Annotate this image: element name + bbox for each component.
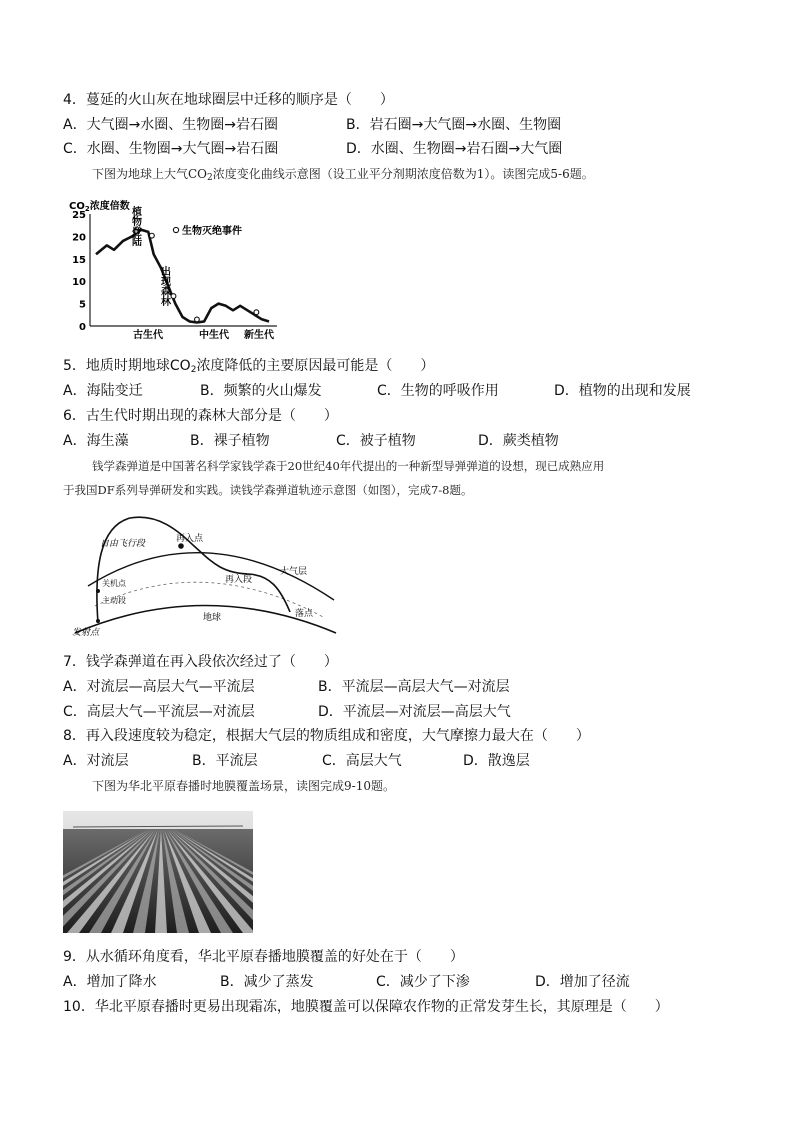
co2-y-tick-label: 0: [79, 322, 86, 333]
co2-chart: [63, 192, 288, 342]
q8-stem: 8．再入段速度较为稳定，根据大气层的物质组成和密度，大气摩擦力最大在（ ）: [63, 728, 590, 744]
q4-stem: 4．蔓延的火山灰在地球圈层中迁移的顺序是（ ）: [63, 92, 394, 108]
intro-5-6-post: 浓度变化曲线示意图（设工业平分剂期浓度倍数为1）。读图完成5-6题。: [212, 167, 594, 181]
q8-option-c: C．高层大气: [322, 753, 402, 769]
extinction-event-marker: [149, 233, 154, 238]
q4-option-a: A．大气圈→水圈、生物圈→岩石圈: [63, 117, 279, 133]
legend-extinction: 生物灭绝事件: [182, 226, 242, 237]
shutdown-point-marker: [96, 589, 100, 593]
legend-marker: [173, 227, 178, 232]
co2-y-tick-label: 15: [72, 254, 86, 266]
label-earth: 地球: [203, 613, 222, 623]
q6-option-d: D．蕨类植物: [478, 433, 559, 449]
q4-option-c: C．水圈、生物圈→大气圈→岩石圈: [63, 141, 279, 157]
co2-y-title: $CO_2$浓度倍数: [69, 201, 130, 213]
label-atmosphere: 大气层: [280, 567, 308, 577]
era-paleozoic: 古生代: [133, 330, 163, 341]
intro-5-6-pre: 下图为地球上大气CO: [92, 167, 208, 181]
q5-option-c: C．生物的呼吸作用: [377, 383, 499, 399]
co2-y-tick-label: 20: [72, 232, 86, 244]
q7-option-d: D．平流层—对流层—高层大气: [318, 704, 511, 720]
label-shutdown: 关机点: [102, 579, 126, 588]
trajectory-svg: [70, 508, 340, 638]
q9-stem: 9．从水循环角度看，华北平原春播地膜覆盖的好处在于（ ）: [63, 949, 464, 965]
q9-option-c: C．减少了下渗: [376, 974, 470, 990]
q6-stem: 6．古生代时期出现的森林大部分是（ ）: [63, 408, 338, 424]
q9-option-b: B．减少了蒸发: [220, 974, 314, 990]
q6-option-a: A．海生藻: [63, 433, 129, 449]
q4-option-d: D．水圈、生物圈→岩石圈→大气圈: [346, 141, 563, 157]
label-impact: 落点: [295, 609, 314, 619]
label-reentry-point: 再入点: [176, 534, 204, 544]
q5-stem: 5．地质时期地球$CO_2$浓度降低的主要原因最可能是（ ）: [63, 358, 435, 375]
co2-y-tick-label: 25: [72, 210, 86, 221]
co2-series-line: [96, 230, 269, 323]
q6-option-b: B．裸子植物: [190, 433, 270, 449]
q9-option-d: D．增加了径流: [535, 974, 630, 990]
q7-option-b: B．平流层—高层大气—对流层: [318, 679, 510, 695]
label-powered: 主动段: [102, 596, 126, 605]
extinction-event-marker: [171, 294, 176, 299]
extinction-event-marker: [254, 310, 259, 315]
label-reentry-segment: 再入段: [225, 575, 253, 585]
co2-y-tick-label: 10: [72, 277, 86, 289]
field-photo-svg: [63, 811, 253, 933]
q6-option-c: C．被子植物: [336, 433, 416, 449]
co2-y-tick-label: 5: [79, 299, 86, 311]
q5-option-b: B．频繁的火山爆发: [200, 383, 322, 399]
q5-option-a: A．海陆变迁: [63, 383, 143, 399]
trajectory-diagram: [70, 508, 340, 638]
intro-7-8-line1: 钱学森弹道是中国著名科学家钱学森于20世纪40年代提出的一种新型导弹弹道的设想，现已成熟应用: [92, 459, 605, 473]
label-free-flight: 自由飞行段: [100, 539, 146, 549]
q5-option-d: D．植物的出现和发展: [554, 383, 691, 399]
intro-9-10: 下图为华北平原春播时地膜覆盖场景，读图完成9-10题。: [92, 779, 395, 793]
co2-chart-svg: [63, 192, 288, 342]
intro-5-6: [92, 165, 594, 187]
label-plants-land: 植物登陆: [129, 206, 141, 246]
extinction-event-marker: [195, 317, 200, 322]
q7-option-a: A．对流层—高层大气—平流层: [63, 679, 255, 695]
q8-option-b: B．平流层: [192, 753, 258, 769]
era-mesozoic: 中生代: [199, 330, 229, 341]
intro-7-8-line2: 于我国DF系列导弹研发和实践。读钱学森弹道轨迹示意图（如图），完成7-8题。: [63, 483, 473, 497]
label-launch: 发射点: [72, 628, 100, 638]
q7-option-c: C．高层大气—平流层—对流层: [63, 704, 255, 720]
co2-y-ticks: [72, 210, 86, 333]
intro-5-6-sub: 2: [207, 173, 213, 183]
q8-option-d: D．散逸层: [463, 753, 530, 769]
q10-stem: 10．华北平原春播时更易出现霜冻，地膜覆盖可以保障农作物的正常发芽生长，其原理是（ ）: [63, 999, 669, 1015]
era-cenozoic: 新生代: [244, 330, 274, 341]
launch-point-marker: [96, 619, 100, 623]
q8-option-a: A．对流层: [63, 753, 129, 769]
reentry-point-marker: [178, 543, 184, 549]
q9-option-a: A．增加了降水: [63, 974, 157, 990]
q4-option-b: B．岩石圈→大气圈→水圈、生物圈: [346, 117, 562, 133]
label-forest: 出现森林: [158, 266, 170, 306]
q7-stem: 7．钱学森弹道在再入段依次经过了（ ）: [63, 654, 338, 670]
field-photo: [63, 811, 253, 933]
